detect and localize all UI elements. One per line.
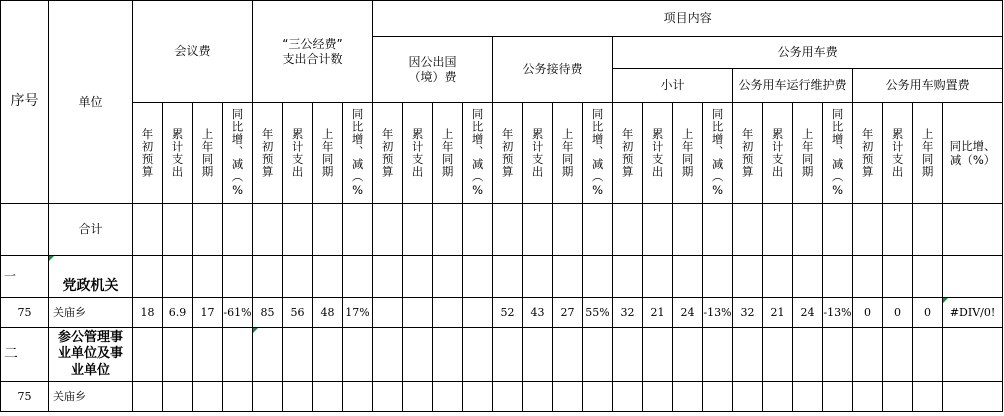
purchase-budget-cell[interactable]: 0 [853, 298, 883, 328]
subtotal-lastyear-cell[interactable]: 24 [673, 298, 703, 328]
meeting-lastyear-header[interactable]: 上年同期 [193, 103, 223, 204]
subtotal-lastyear-header[interactable]: 上年同期 [673, 103, 703, 204]
purchase-cumulative-header[interactable]: 累计支出 [883, 103, 913, 204]
subtotal-budget-cell[interactable]: 32 [613, 298, 643, 328]
maintenance-lastyear-cell[interactable]: 24 [793, 298, 823, 328]
total-label-cell[interactable]: 合计 [49, 204, 133, 256]
header-row-1 [1, 1, 1004, 37]
reception-lastyear-cell[interactable]: 27 [553, 298, 583, 328]
three-public-cumulative-cell[interactable]: 56 [283, 298, 313, 328]
maintenance-header[interactable]: 公务用车运行维护费 [733, 69, 853, 103]
maintenance-lastyear-header[interactable]: 上年同期 [793, 103, 823, 204]
maintenance-cumulative-header[interactable]: 累计支出 [763, 103, 793, 204]
section-1-number[interactable]: 一 [1, 256, 49, 298]
reception-yoy-header[interactable]: 同比增、减（% [583, 103, 613, 204]
project-content-header[interactable]: 项目内容 [373, 1, 1003, 37]
section-1-row [1, 256, 1004, 298]
section-2-number[interactable]: 二 [1, 328, 49, 382]
reception-yoy-cell[interactable]: 55% [583, 298, 613, 328]
abroad-lastyear-cell[interactable] [433, 298, 463, 328]
purchase-yoy-cell[interactable]: #DIV/0! [943, 298, 1003, 328]
purchase-cumulative-cell[interactable]: 0 [883, 298, 913, 328]
meeting-cumulative-header[interactable]: 累计支出 [163, 103, 193, 204]
seq-header[interactable]: 序号 [1, 1, 49, 204]
section-1-name[interactable]: 党政机关 [49, 256, 133, 298]
total-row [1, 204, 1004, 256]
subtotal-budget-header[interactable]: 年初预算 [613, 103, 643, 204]
reception-budget-cell[interactable]: 52 [493, 298, 523, 328]
header-row-4 [1, 103, 1004, 204]
three-public-header[interactable] [253, 1, 373, 103]
maintenance-yoy-cell[interactable]: -13% [823, 298, 853, 328]
section-2-row [1, 328, 1004, 382]
row-unit[interactable]: 关庙乡 [49, 298, 133, 328]
purchase-yoy-header[interactable]: 同比增、减（%） [943, 103, 1003, 204]
purchase-header[interactable]: 公务用车购置费 [853, 69, 1003, 103]
purchase-budget-header[interactable]: 年初预算 [853, 103, 883, 204]
abroad-yoy-header[interactable]: 同比增、减（% [463, 103, 493, 204]
three-public-budget-cell[interactable]: 85 [253, 298, 283, 328]
row-seq[interactable]: 75 [1, 382, 49, 412]
reception-header[interactable]: 公务接待费 [493, 37, 613, 103]
maintenance-cumulative-cell[interactable]: 21 [763, 298, 793, 328]
three-public-title: “三公经费” [282, 36, 343, 51]
abroad-lastyear-header[interactable]: 上年同期 [433, 103, 463, 204]
subtotal-yoy-cell[interactable]: -13% [703, 298, 733, 328]
table-row [1, 298, 1004, 328]
meeting-budget-header[interactable]: 年初预算 [133, 103, 163, 204]
subtotal-cumulative-header[interactable]: 累计支出 [643, 103, 673, 204]
abroad-subtitle: （境）费 [408, 69, 457, 84]
row-unit[interactable]: 关庙乡 [49, 382, 133, 412]
maintenance-budget-header[interactable]: 年初预算 [733, 103, 763, 204]
three-public-yoy-cell[interactable]: 17% [343, 298, 373, 328]
three-public-lastyear-cell[interactable]: 48 [313, 298, 343, 328]
abroad-yoy-cell[interactable] [463, 298, 493, 328]
three-public-cumulative-header[interactable]: 累计支出 [283, 103, 313, 204]
three-public-budget-header[interactable]: 年初预算 [253, 103, 283, 204]
subtotal-yoy-header[interactable]: 同比增、减（% [703, 103, 733, 204]
meeting-header[interactable]: 会议费 [133, 1, 253, 103]
abroad-cumulative-header[interactable]: 累计支出 [403, 103, 433, 204]
three-public-yoy-header[interactable]: 同比增、减（% [343, 103, 373, 204]
abroad-header[interactable] [373, 37, 493, 103]
purchase-lastyear-header[interactable]: 上年同期 [913, 103, 943, 204]
three-public-lastyear-header[interactable]: 上年同期 [313, 103, 343, 204]
table-row [1, 382, 1004, 412]
meeting-lastyear-cell[interactable]: 17 [193, 298, 223, 328]
maintenance-budget-cell[interactable]: 32 [733, 298, 763, 328]
unit-header[interactable]: 单位 [49, 1, 133, 204]
reception-lastyear-header[interactable]: 上年同期 [553, 103, 583, 204]
reception-cumulative-cell[interactable]: 43 [523, 298, 553, 328]
maintenance-yoy-header[interactable]: 同比增、减（% [823, 103, 853, 204]
meeting-yoy-cell[interactable]: -61% [223, 298, 253, 328]
abroad-cumulative-cell[interactable] [403, 298, 433, 328]
reception-cumulative-header[interactable]: 累计支出 [523, 103, 553, 204]
row-seq[interactable]: 75 [1, 298, 49, 328]
abroad-title: 因公出国 [408, 54, 457, 69]
subtotal-header[interactable]: 小计 [613, 69, 733, 103]
abroad-budget-cell[interactable] [373, 298, 403, 328]
reception-budget-header[interactable]: 年初预算 [493, 103, 523, 204]
total-seq-cell[interactable] [1, 204, 49, 256]
meeting-budget-cell[interactable]: 18 [133, 298, 163, 328]
vehicle-header[interactable]: 公务用车费 [613, 37, 1003, 69]
section-2-name[interactable]: 参公管理事业单位及事业单位 [49, 328, 133, 382]
meeting-cumulative-cell[interactable]: 6.9 [163, 298, 193, 328]
three-public-subtitle: 支出合计数 [282, 51, 343, 66]
abroad-budget-header[interactable]: 年初预算 [373, 103, 403, 204]
subtotal-cumulative-cell[interactable]: 21 [643, 298, 673, 328]
purchase-lastyear-cell[interactable]: 0 [913, 298, 943, 328]
meeting-yoy-header[interactable]: 同比增、减（% [223, 103, 253, 204]
